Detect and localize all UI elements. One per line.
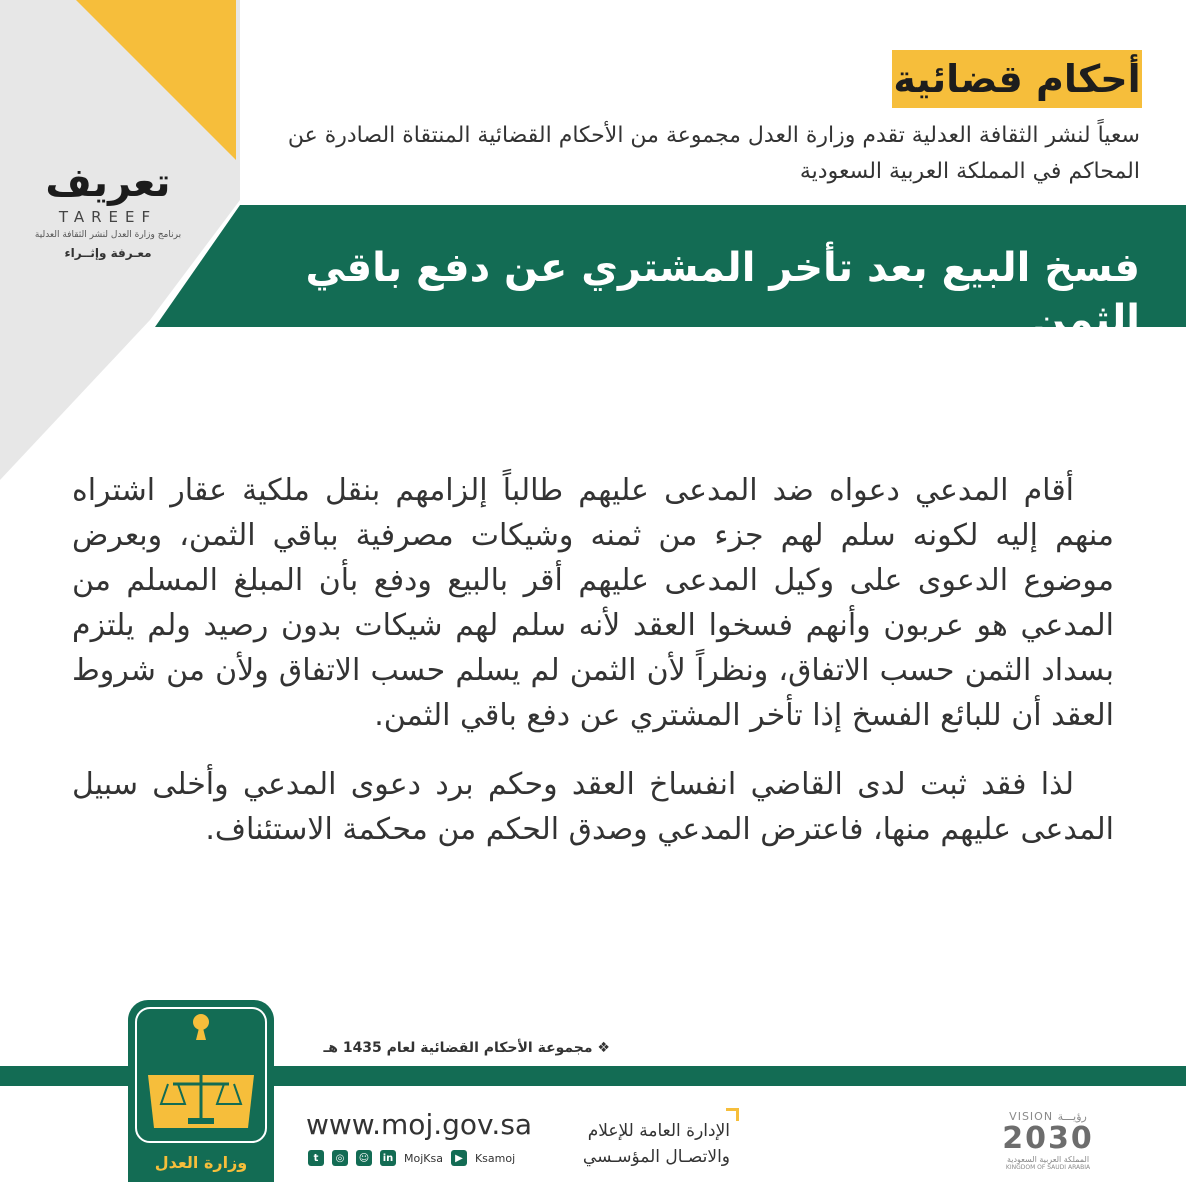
social-handle-ksamoj[interactable]: Ksamoj <box>474 1151 516 1165</box>
tareef-logo <box>28 160 188 290</box>
body-paragraph-2: لذا فقد ثبت لدى القاضي انفساخ العقد وحكم برد دعوى المدعي وأخلى سبيل المدعى عليهم منها، فاعترض المدعي وصدق الحكم من محكمة الاستئناف. <box>72 767 1114 847</box>
yellow-corner-decoration <box>76 0 236 160</box>
scales-icon <box>128 1000 274 1150</box>
header-description: سعياً لنشر الثقافة العدلية تقدم وزارة العدل مجموعة من الأحكام القضائية المنتقاة الصادرة عن المحاكم في المملكة العربية السعودية <box>287 123 1140 184</box>
snapchat-icon[interactable]: ☺ <box>356 1150 372 1166</box>
ministry-name: وزارة العدل <box>154 1153 248 1172</box>
ministry-emblem <box>128 1000 274 1182</box>
website-link[interactable]: www.moj.gov.sa <box>306 1108 533 1141</box>
vision-2030-logo <box>998 1110 1098 1171</box>
instagram-icon[interactable]: ◎ <box>332 1150 348 1166</box>
tareef-logo-tagline: معـرفة وإثــراء <box>64 246 152 260</box>
vision-kingdom-english: KINGDOM OF SAUDI ARABIA <box>1005 1164 1091 1171</box>
body-paragraph-1: أقام المدعي دعواه ضد المدعى عليهم طالباً إلزامهم بنقل ملكية عقار اشتراه منهم إليه لكونه سلم لهم جزء من ثمنه وشيكات مصرفية بباقي الثمن، وبعرض موضوع الدعوى على وكيل المدعى عليهم أقر بالبيع ودفع بأن المبلغ المسلم من المدعي هو عربون وأنهم فسخوا العقد لأنه سلم لهم شيكات بدون رصيد ولم يلتزم بسداد الثمن حسب الاتفاق، ونظراً لأن الثمن لم يسلم حسب الاتفاق ولأن من شروط العقد أن للبائع الفسخ إذا تأخر المشتري عن دفع باقي الثمن. <box>72 473 1114 733</box>
vision-kingdom-arabic: المملكة العربية السعودية <box>1006 1155 1090 1164</box>
social-links <box>308 1150 515 1166</box>
tareef-logo-arabic: تعريف <box>45 160 171 206</box>
social-handle-mojksa[interactable]: MojKsa <box>404 1151 443 1165</box>
page-title: فسخ البيع بعد تأخر المشتري عن دفع باقي الثمن <box>305 245 1140 343</box>
linkedin-icon[interactable]: in <box>380 1150 396 1166</box>
department-name: الإدارة العامة للإعلام والاتصـال المؤسـسي <box>582 1121 730 1167</box>
tareef-logo-english: TAREEF <box>58 208 158 226</box>
twitter-icon[interactable]: t <box>308 1150 324 1166</box>
tareef-logo-subtitle: برنامج وزارة العدل لنشر الثقافة العدلية <box>34 230 182 240</box>
header-badge: أحكام قضائية <box>892 50 1142 108</box>
source-note: ❖ مجموعة الأحكام القضائية لعام 1435 هـ <box>323 1040 610 1056</box>
youtube-icon[interactable]: ▶ <box>451 1150 467 1166</box>
body-text <box>72 468 1114 876</box>
vision-year: 2030 <box>1002 1121 1094 1156</box>
vision-label: VISION رؤيـــة <box>1009 1110 1087 1123</box>
